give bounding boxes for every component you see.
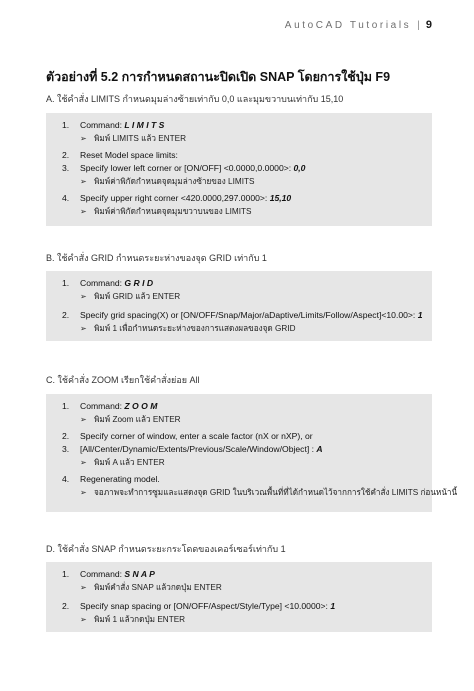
step-number: 4. [62,474,70,484]
page-number: 9 [425,19,432,31]
step-text: Specify corner of window, enter a scale factor (nX or nXP), or [80,431,313,441]
page-header [285,19,432,31]
step [62,473,426,486]
section-b-box [46,271,432,341]
step-note-text: พิมพ์ค่าพิกัดกำหนดจุดมุมขวาบนของ LIMITS [94,207,252,216]
section-c-box [46,394,458,512]
step-text: Specify grid spacing(X) or [ON/OFF/Snap/Major/aDaptive/Limits/Follow/Aspect]<10.00>: [80,310,418,320]
step-note-text: พิมพ์ 1 เพื่อกำหนดระยะห่างของการแสดงผลของจุด GRID [94,324,296,333]
step-text: Command: [80,120,125,130]
step-text: Specify upper right corner <420.0000,297.0000>: [80,193,270,203]
step [62,600,426,613]
step-number: 1. [62,401,70,411]
step-note-text: พิมพ์ A แล้ว ENTER [94,458,165,467]
step [62,149,426,162]
step-note-text: พิมพ์ LIMITS แล้ว ENTER [94,134,187,143]
command-input: 15,10 [269,193,292,203]
command-input: A [316,444,323,454]
section-d-heading: D. ใช้คำสั่ง SNAP กำหนดระยะกระโดดของเคอร์เซอร์เท่ากับ 1 [46,544,286,554]
step-note [80,456,426,469]
step-text: Command: [80,569,125,579]
step-note [80,486,458,499]
command-input: 1 [330,601,336,611]
arrow-bullet-icon: ➢ [80,207,87,216]
step-note-text: พิมพ์ 1 แล้วกดปุ่ม ENTER [94,615,186,624]
arrow-bullet-icon: ➢ [80,458,87,467]
step-text: Command: [80,401,125,411]
step-number: 1. [62,278,70,288]
arrow-bullet-icon: ➢ [80,324,87,333]
step-number: 1. [62,120,70,130]
step-note [80,290,426,303]
arrow-bullet-icon: ➢ [80,615,87,624]
step [62,119,426,132]
header-separator: | [417,19,420,31]
step [62,443,426,456]
step-note [80,132,426,145]
command-input: G R I D [124,278,154,288]
step [62,309,426,322]
command-input: 1 [417,310,423,320]
step-number: 3. [62,444,70,454]
arrow-bullet-icon: ➢ [80,177,87,186]
step-text: [All/Center/Dynamic/Extents/Previous/Scale/Window/Object] : [80,444,317,454]
command-input: Z O O M [124,401,158,411]
step [62,277,426,290]
section-c-heading: C. ใช้คำสั่ง ZOOM เรียกใช้คำสั่งย่อย All [46,375,200,385]
step-note-text: พิมพ์ค่าพิกัดกำหนดจุดมุมล่างซ้ายของ LIMITS [94,177,255,186]
command-input: 0,0 [293,163,306,173]
step [62,568,426,581]
step-note-text: พิมพ์ GRID แล้ว ENTER [94,292,181,301]
step [62,430,426,443]
step-note [80,581,426,594]
step [62,192,426,205]
step-number: 2. [62,601,70,611]
command-input: L I M I T S [124,120,165,130]
step-note [80,413,426,426]
step-number: 2. [62,310,70,320]
arrow-bullet-icon: ➢ [80,134,87,143]
step-number: 4. [62,193,70,203]
command-input: S N A P [124,569,155,579]
step-number: 3. [62,163,70,173]
step [62,162,426,175]
section-a-box [46,113,432,226]
arrow-bullet-icon: ➢ [80,583,87,592]
header-title: AutoCAD Tutorials [284,19,412,31]
arrow-bullet-icon: ➢ [80,415,87,424]
arrow-bullet-icon: ➢ [80,488,87,497]
step-note-text: พิมพ์ Zoom แล้ว ENTER [94,415,181,424]
step-note-text: พิมพ์คำสั่ง SNAP แล้วกดปุ่ม ENTER [94,583,222,592]
step-text: Regenerating model. [80,474,160,484]
step-note [80,175,426,188]
section-b-heading: B. ใช้คำสั่ง GRID กำหนดระยะห่างของจุด GRID เท่ากับ 1 [46,253,267,263]
section-d-box [46,562,432,632]
step-text: Command: [80,278,125,288]
step-text: Reset Model space limits: [80,150,178,160]
step-number: 1. [62,569,70,579]
step-number: 2. [62,431,70,441]
step-text: Specify lower left corner or [ON/OFF] <0.0000,0.0000>: [80,163,294,173]
step-note [80,205,426,218]
example-title: ตัวอย่างที่ 5.2 การกำหนดสถานะปิดเปิด SNAP โดยการใช้ปุ่ม F9 [46,70,391,84]
step-text: Specify snap spacing or [ON/OFF/Aspect/Style/Type] <10.0000>: [80,601,331,611]
step-note [80,322,426,335]
arrow-bullet-icon: ➢ [80,292,87,301]
step [62,400,426,413]
step-note [80,613,426,626]
section-a-heading: A. ใช้คำสั่ง LIMITS กำหนดมุมล่างซ้ายเท่ากับ 0,0 และมุมขวาบนเท่ากับ 15,10 [46,94,344,104]
step-note-text: จอภาพจะทำการซูมและแสดงจุด GRID ในบริเวณพื้นที่ที่ได้กำหนดไว้จากการใช้คำสั่ง LIMITS ก่อนหน้านี้ [94,488,458,497]
step-number: 2. [62,150,70,160]
